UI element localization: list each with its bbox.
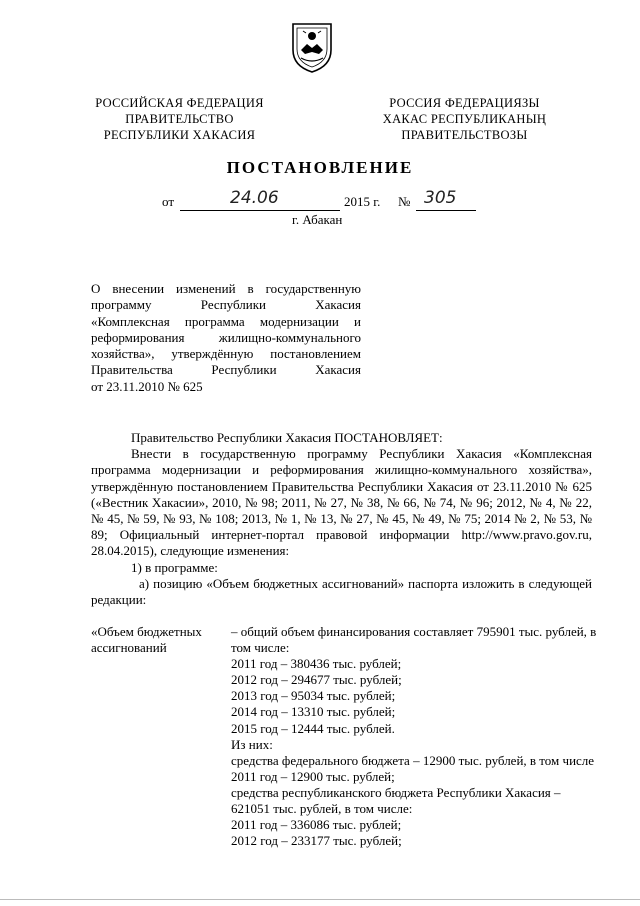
- coat-of-arms-emblem: [289, 20, 335, 74]
- document-body: [91, 430, 592, 608]
- budget-line: 2011 год – 380436 тыс. рублей;: [231, 656, 402, 672]
- budget-line: 2012 год – 294677 тыс. рублей;: [231, 672, 402, 688]
- body-paragraph: Внести в государственную программу Республики Хакасия «Комплексная программа модернизации и реформирования жилищно-коммунального хозяйства», утверждённую постановлением Правительства Республики Хакасия от 23.11.2010 № 625 («Вестник Хакасии», 2010, № 98; 2011, № 27, № 38, № 66, № 74, № 96; 2012, № 4, № 22, № 45, № 59, № 93, № 108; 2013, № 1, № 13, № 27, № 45, № 49, № 75; 2014 № 2, № 53, № 89; Официальный интернет-портал правовой информации http://www.pravo.gov.ru, 28.04.2015), следующие изменения:: [91, 446, 592, 559]
- resolution-heading: Правительство Республики Хакасия ПОСТАНОВЛЯЕТ:: [131, 430, 443, 445]
- item-1a: а) позицию «Объем бюджетных ассигнований» паспорта изложить в следующей редакции:: [91, 575, 592, 608]
- budget-line: средства республиканского бюджета Республики Хакасия – 621051 тыс. рублей, в том числе:: [231, 784, 561, 817]
- budget-line: Из них:: [231, 736, 273, 752]
- budget-line: 2012 год – 233177 тыс. рублей;: [231, 833, 402, 849]
- item-1: 1) в программе:: [131, 559, 218, 575]
- city-label: г. Абакан: [292, 212, 343, 227]
- subject-line: хозяйства», утверждённую постановлением: [91, 346, 361, 362]
- subject-line: реформирования жилищно-коммунального: [91, 329, 361, 345]
- budget-line: 2014 год – 13310 тыс. рублей;: [231, 704, 396, 720]
- budget-values: [231, 624, 599, 849]
- date-handwritten: 24.06: [230, 188, 279, 208]
- subject-line: О внесении изменений в государственную: [91, 281, 361, 296]
- budget-line: – общий объем финансирования составляет 795901 тыс. рублей, в том числе:: [231, 624, 597, 656]
- budget-line: средства федерального бюджета – 12900 тыс. рублей, в том числе 2011 год – 12900 тыс. рублей;: [231, 752, 595, 784]
- header-right-line: ХАКАС РЕСПУБЛИКАНЫҢ: [382, 112, 547, 126]
- subject-line: программу Республики Хакасия: [91, 297, 361, 313]
- budget-line: 2013 год – 95034 тыс. рублей;: [231, 688, 396, 704]
- header-right-line: РОССИЯ ФЕДЕРАЦИЯЗЫ: [389, 96, 540, 110]
- subject-line: Правительства Республики Хакасия: [91, 362, 361, 378]
- header-left-line: ПРАВИТЕЛЬСТВО: [125, 112, 234, 126]
- document-title: ПОСТАНОВЛЕНИЕ: [226, 158, 414, 177]
- header-left-line: РЕСПУБЛИКИ ХАКАСИЯ: [103, 128, 256, 142]
- date-prefix: от: [162, 194, 175, 209]
- number-handwritten: 305: [424, 188, 457, 208]
- header-right-block: [362, 95, 567, 143]
- budget-line: 2011 год – 336086 тыс. рублей;: [231, 817, 402, 833]
- number-sign: №: [398, 194, 411, 209]
- header-left-line: РОССИЙСКАЯ ФЕДЕРАЦИЯ: [95, 96, 264, 110]
- header-left-block: [82, 95, 277, 143]
- year-label: 2015 г.: [344, 194, 381, 209]
- budget-line: 2015 год – 12444 тыс. рублей.: [231, 720, 395, 736]
- header-right-line: ПРАВИТЕЛЬСТВОЗЫ: [401, 128, 528, 142]
- subject-line: «Комплексная программа модернизации и: [91, 313, 361, 329]
- budget-label: «Объем бюджетных ассигнований: [91, 624, 202, 656]
- subject-block: [91, 281, 361, 395]
- subject-line: от 23.11.2010 № 625: [91, 378, 203, 394]
